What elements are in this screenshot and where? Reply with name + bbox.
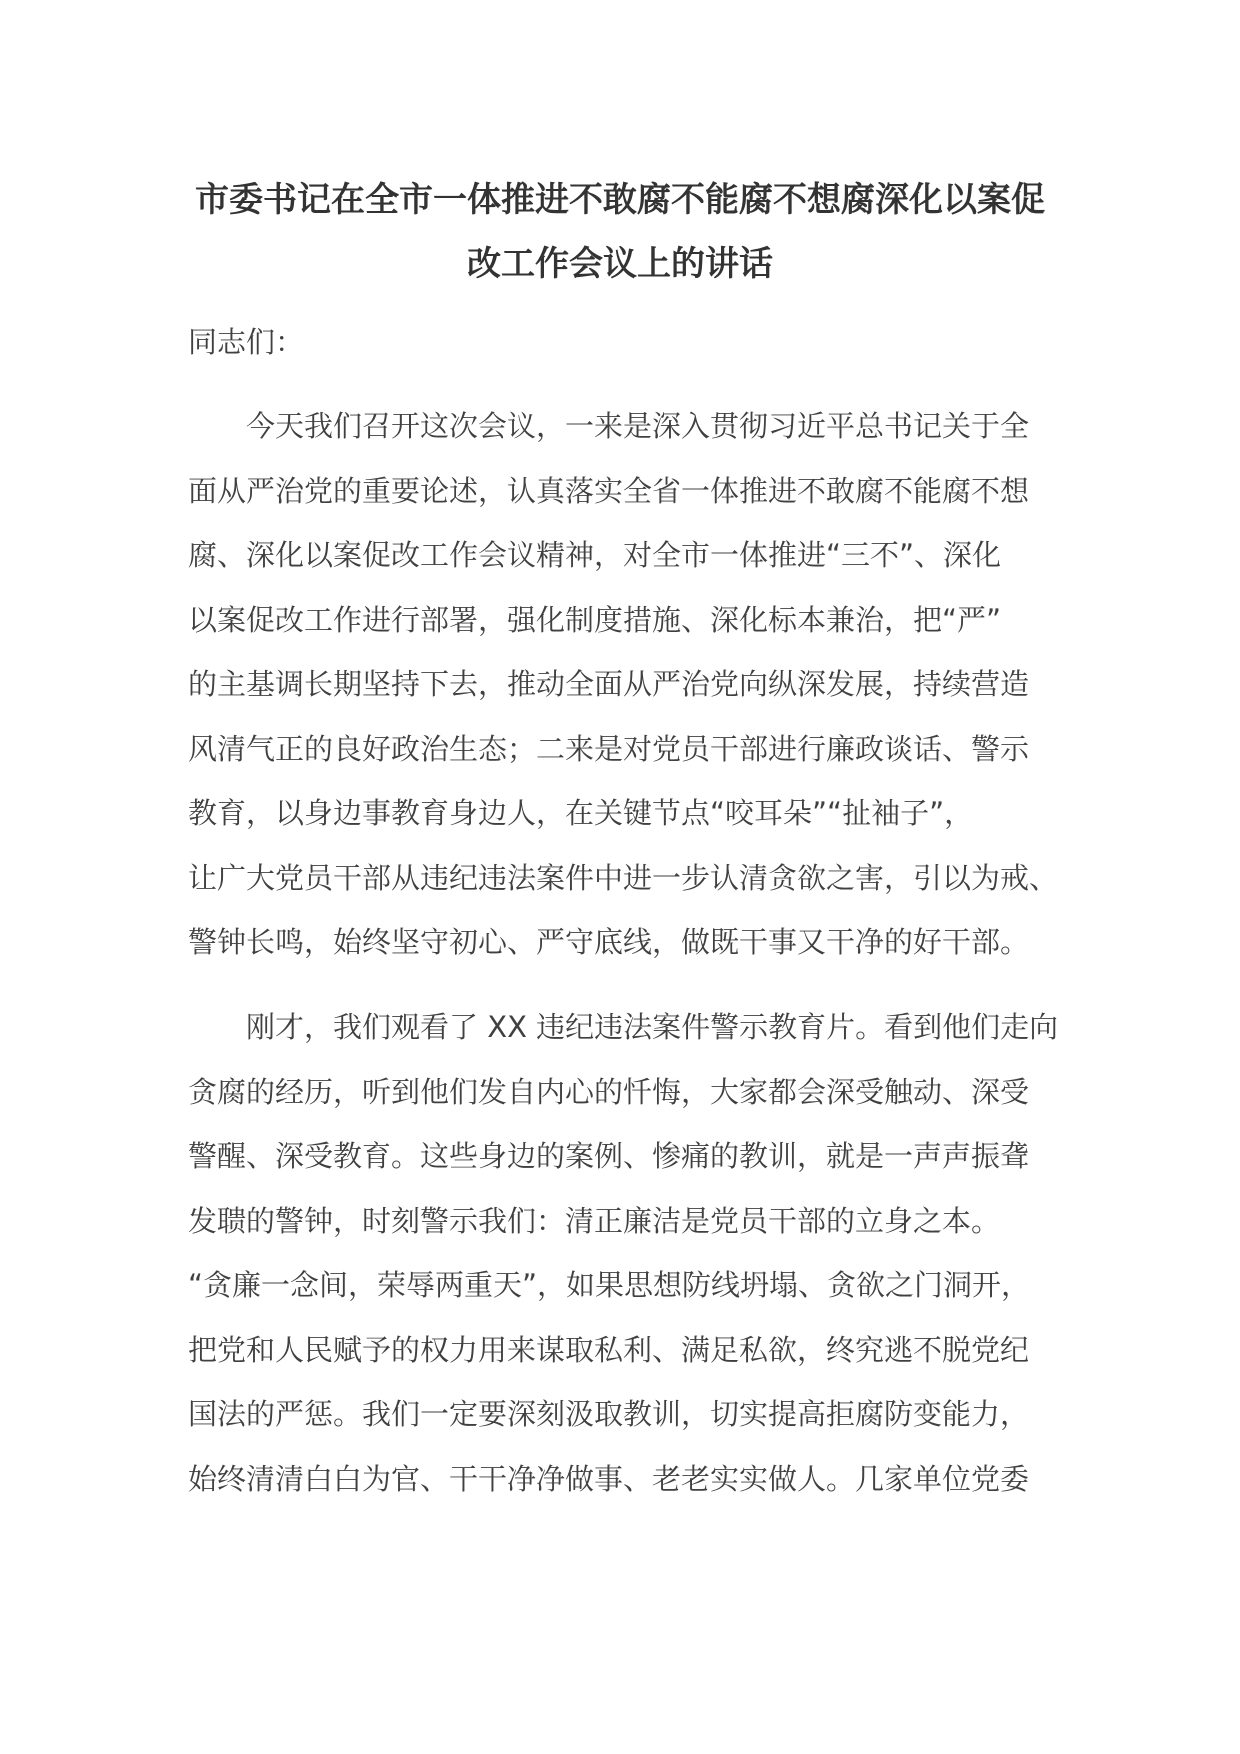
- paragraph-1: [188, 394, 1078, 975]
- title-line-1: 市委书记在全市一体推进不敢腐不能腐不想腐深化以案促: [195, 180, 1045, 220]
- paragraph-2-line: 刚才，我们观看了 XX 违纪违法案件警示教育片。看到他们走向: [188, 1010, 1059, 1044]
- document-title: [150, 168, 1090, 296]
- paragraph-1-line: 面从严治党的重要论述，认真落实全省一体推进不敢腐不能腐不想: [188, 473, 1030, 508]
- paragraph-1-line: 风清气正的良好政治生态；二来是对党员干部进行廉政谈话、警示: [188, 731, 1030, 766]
- paragraph-1-line: 警钟长鸣，始终坚守初心、严守底线，做既干事又干净的好干部。: [188, 925, 1030, 959]
- paragraph-1-line: 今天我们召开这次会议，一来是深入贯彻习近平总书记关于全: [188, 409, 1030, 443]
- paragraph-2-line: 警醒、深受教育。这些身边的案例、惨痛的教训，就是一声声振聋: [188, 1139, 1030, 1173]
- paragraph-2-line: 始终清清白白为官、干干净净做事、老老实实做人。几家单位党委: [188, 1461, 1030, 1496]
- title-line-2: 改工作会议上的讲话: [467, 244, 773, 284]
- paragraph-1-line: 的主基调长期坚持下去，推动全面从严治党向纵深发展，持续营造: [188, 667, 1030, 701]
- paragraph-2-line: 贪腐的经历，听到他们发自内心的忏悔，大家都会深受触动、深受: [188, 1074, 1030, 1109]
- paragraph-2-line: “贪廉一念间，荣辱两重天”，如果思想防线坍塌、贪欲之门洞开，: [188, 1268, 1031, 1302]
- paragraph-1-line: 腐、深化以案促改工作会议精神，对全市一体推进“三不”、深化: [188, 538, 1002, 572]
- paragraph-1-line: 教育，以身边事教育身边人，在关键节点“咬耳朵”“扯袖子”，: [188, 796, 974, 830]
- paragraph-2-line: 发聩的警钟，时刻警示我们：清正廉洁是党员干部的立身之本。: [188, 1203, 1001, 1238]
- paragraph-2-line: 把党和人民赋予的权力用来谋取私利、满足私欲，终究逃不脱党纪: [188, 1332, 1030, 1367]
- paragraph-2: [188, 995, 1078, 1511]
- salutation: 同志们：: [188, 325, 305, 359]
- paragraph-2-line: 国法的严惩。我们一定要深刻汲取教训，切实提高拒腐防变能力，: [188, 1397, 1030, 1431]
- paragraph-1-line: 让广大党员干部从违纪违法案件中进一步认清贪欲之害，引以为戒、: [188, 860, 1059, 895]
- paragraph-1-line: 以案促改工作进行部署，强化制度措施、深化标本兼治，把“严”: [188, 602, 1002, 637]
